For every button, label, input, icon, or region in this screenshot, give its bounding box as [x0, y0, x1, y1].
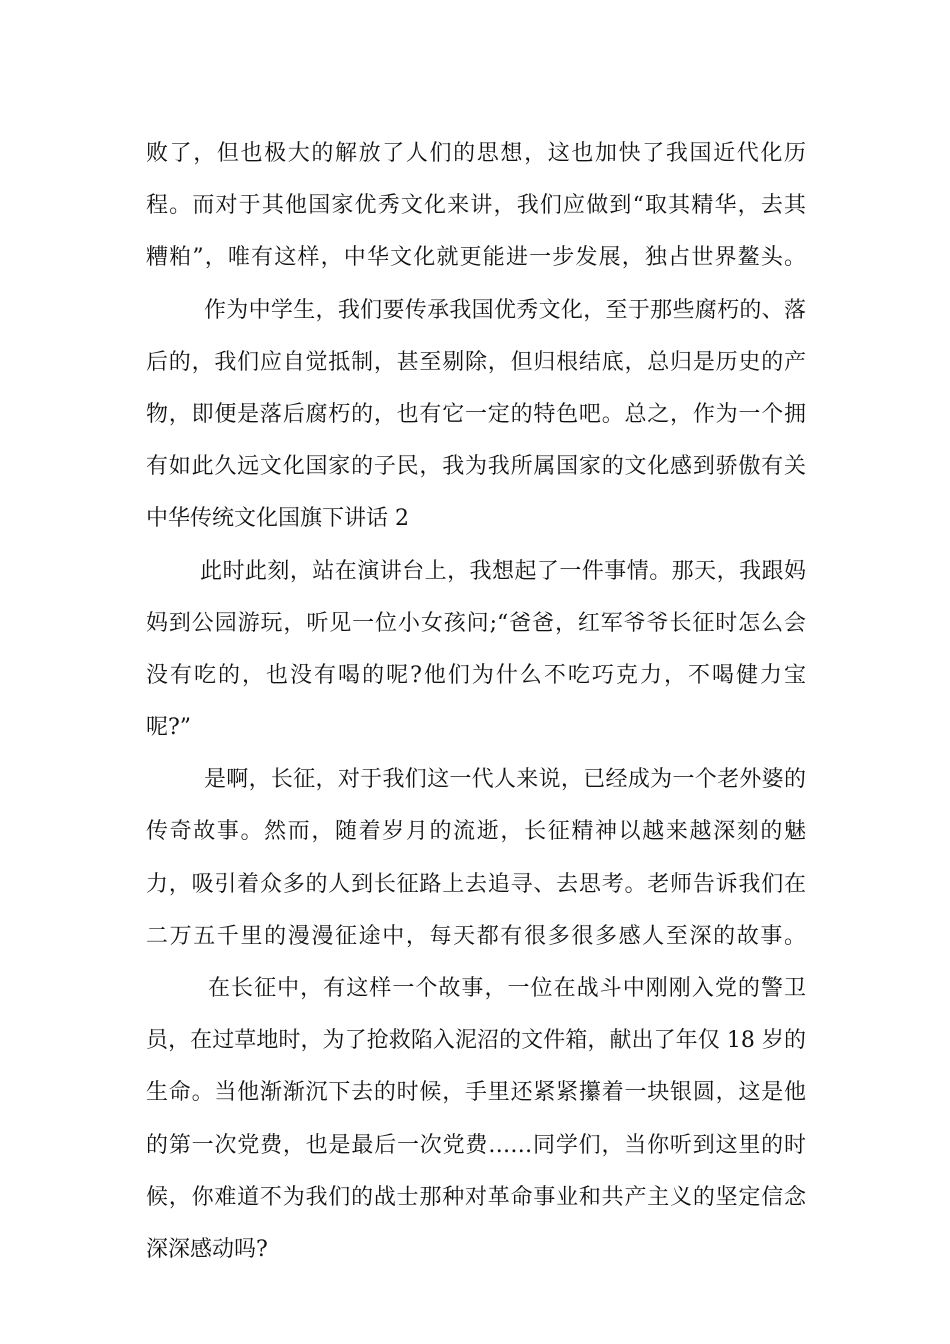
text-line: 深深感动吗? — [146, 1236, 268, 1262]
text-line: 是啊，长征，对于我们这一代人来说，已经成为一个老外婆的 — [204, 767, 806, 793]
text-line: 的第一次党费，也是最后一次党费……同学们，当你听到这里的时 — [146, 1132, 806, 1158]
text-line: 员，在过草地时，为了抢救陷入泥沼的文件箱，献出了年仅 18 岁的 — [146, 1028, 806, 1054]
text-line: 没有吃的，也没有喝的呢?他们为什么不吃巧克力，不喝健力宝 — [146, 662, 806, 688]
text-line: 二万五千里的漫漫征途中，每天都有很多很多感人至深的故事。 — [146, 923, 806, 949]
text-line: 败了，但也极大的解放了人们的思想，这也加快了我国近代化历 — [146, 141, 806, 166]
text-line: 糟粕”，唯有这样，中华文化就更能进一步发展，独占世界鳌头。 — [146, 245, 806, 271]
text-line: 生命。当他渐渐沉下去的时候，手里还紧紧攥着一块银圆，这是他 — [146, 1080, 806, 1106]
text-line: 后的，我们应自觉抵制，甚至剔除，但归根结底，总归是历史的产 — [146, 349, 806, 375]
text-line: 力，吸引着众多的人到长征路上去追寻、去思考。老师告诉我们在 — [146, 871, 806, 897]
text-line: 传奇故事。然而，随着岁月的流逝，长征精神以越来越深刻的魅 — [146, 819, 806, 845]
text-line: 中华传统文化国旗下讲话 2 — [146, 506, 409, 532]
text-line: 程。而对于其他国家优秀文化来讲，我们应做到“取其精华，去其 — [146, 193, 806, 219]
text-line: 妈到公园游玩，听见一位小女孩问;“爸爸，红军爷爷长征时怎么会 — [146, 610, 806, 636]
text-line: 作为中学生，我们要传承我国优秀文化，至于那些腐朽的、落 — [204, 297, 806, 323]
text-line: 有如此久远文化国家的子民，我为我所属国家的文化感到骄傲有关 — [146, 454, 806, 480]
text-line: 此时此刻，站在演讲台上，我想起了一件事情。那天，我跟妈 — [200, 558, 806, 584]
document-body — [146, 128, 806, 1276]
text-line: 在长征中，有这样一个故事，一位在战斗中刚刚入党的警卫 — [208, 976, 806, 1001]
text-line: 呢?” — [146, 715, 192, 741]
text-line: 候，你难道不为我们的战士那种对革命事业和共产主义的坚定信念 — [146, 1184, 806, 1210]
text-line: 物，即便是落后腐朽的，也有它一定的特色吧。总之，作为一个拥 — [146, 401, 806, 427]
